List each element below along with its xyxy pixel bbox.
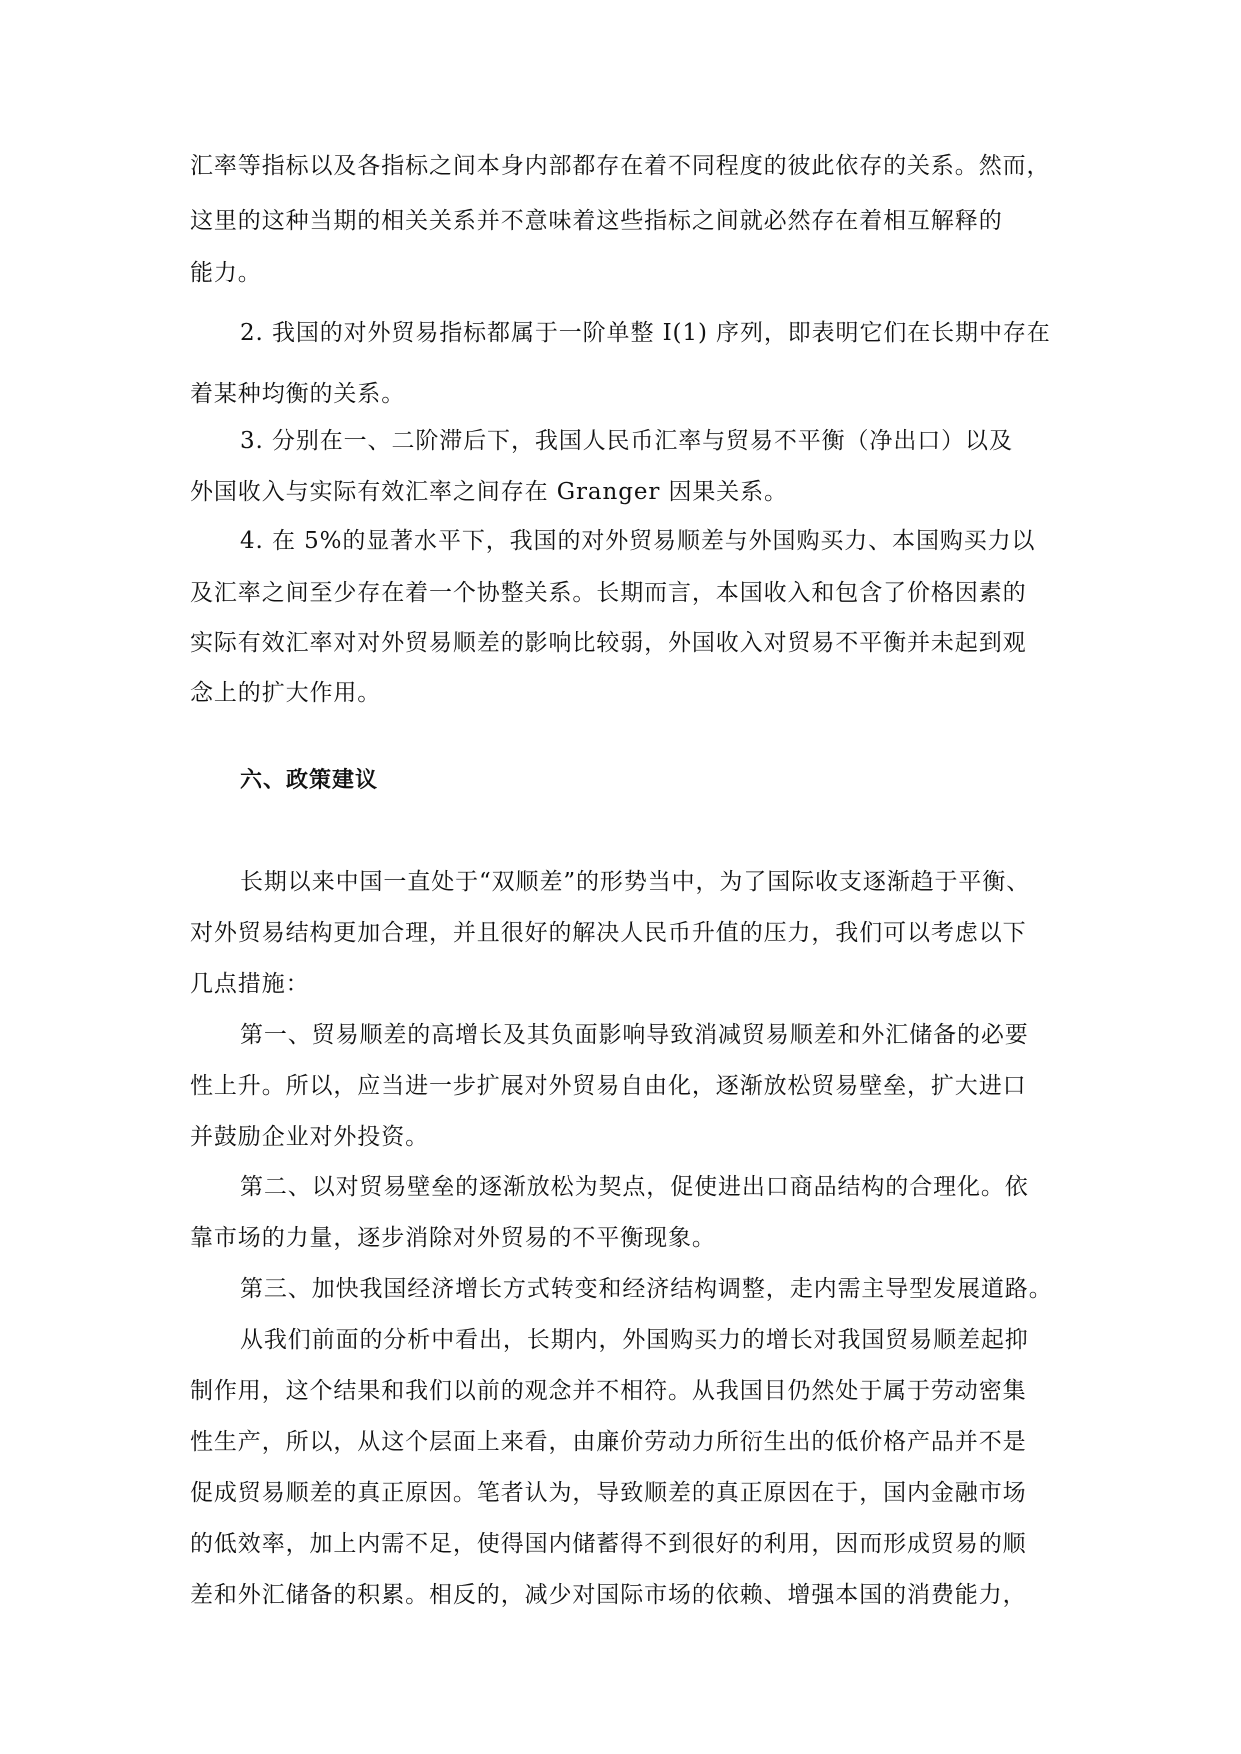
text-line: 几点措施： <box>190 971 310 997</box>
text-line: 这里的这种当期的相关关系并不意味着这些指标之间就必然存在着相互解释的 <box>190 208 1003 234</box>
text-line: 2. 我国的对外贸易指标都属于一阶单整 I(1) 序列，即表明它们在长期中存在 <box>240 320 1051 346</box>
text-line: 差和外汇储备的积累。相反的，减少对国际市场的依赖、增强本国的消费能力， <box>190 1582 1027 1608</box>
text-line: 第三、加快我国经济增长方式转变和经济结构调整，走内需主导型发展道路。 <box>240 1276 1053 1302</box>
text-line: 性生产，所以，从这个层面上来看，由廉价劳动力所衍生出的低价格产品并不是 <box>190 1429 1027 1455</box>
text-line: 从我们前面的分析中看出，长期内，外国购买力的增长对我国贸易顺差起抑 <box>240 1327 1029 1353</box>
text-line: 第一、贸易顺差的高增长及其负面影响导致消减贸易顺差和外汇储备的必要 <box>240 1022 1029 1048</box>
text-line: 性上升。所以，应当进一步扩展对外贸易自由化，逐渐放松贸易壁垒，扩大进口 <box>190 1073 1027 1099</box>
text-line: 汇率等指标以及各指标之间本身内部都存在着不同程度的彼此依存的关系。然而， <box>190 153 1051 179</box>
text-line: 念上的扩大作用。 <box>190 680 382 706</box>
text-line: 3. 分别在一、二阶滞后下，我国人民币汇率与贸易不平衡（净出口）以及 <box>240 428 1013 454</box>
text-line: 第二、以对贸易壁垒的逐渐放松为契点，促使进出口商品结构的合理化。依 <box>240 1174 1029 1200</box>
section-heading: 六、政策建议 <box>240 767 379 793</box>
text-line: 促成贸易顺差的真正原因。笔者认为，导致顺差的真正原因在于，国内金融市场 <box>190 1480 1027 1506</box>
text-line: 靠市场的力量，逐步消除对外贸易的不平衡现象。 <box>190 1225 716 1251</box>
text-line: 能力。 <box>190 260 262 286</box>
text-line: 对外贸易结构更加合理，并且很好的解决人民币升值的压力，我们可以考虑以下 <box>190 920 1027 946</box>
text-line: 制作用，这个结果和我们以前的观念并不相符。从我国目仍然处于属于劳动密集 <box>190 1378 1027 1404</box>
text-line: 着某种均衡的关系。 <box>190 381 406 407</box>
text-line: 及汇率之间至少存在着一个协整关系。长期而言，本国收入和包含了价格因素的 <box>190 580 1027 606</box>
text-line: 并鼓励企业对外投资。 <box>190 1124 429 1150</box>
text-line: 的低效率，加上内需不足，使得国内储蓄得不到很好的利用，因而形成贸易的顺 <box>190 1531 1027 1557</box>
text-line: 实际有效汇率对对外贸易顺差的影响比较弱，外国收入对贸易不平衡并未起到观 <box>190 630 1027 656</box>
text-line: 长期以来中国一直处于“双顺差”的形势当中，为了国际收支逐渐趋于平衡、 <box>240 869 1031 895</box>
text-line: 4. 在 5%的显著水平下，我国的对外贸易顺差与外国购买力、本国购买力以 <box>240 528 1036 554</box>
text-line: 外国收入与实际有效汇率之间存在 Granger 因果关系。 <box>190 479 788 505</box>
